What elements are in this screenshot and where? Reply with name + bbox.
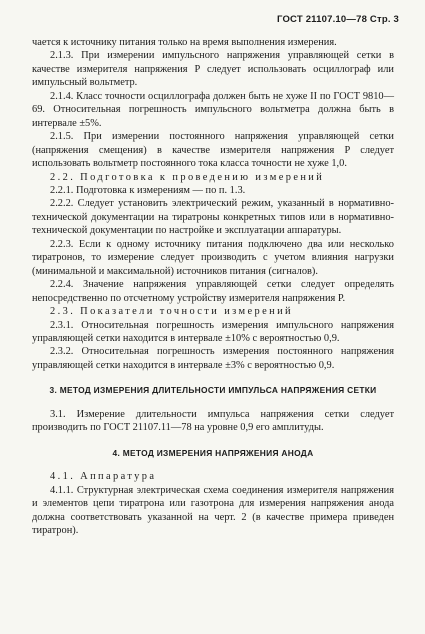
paragraph: 2.3.2. Относительная погрешность измерения постоянного напряжения управляющей сетки находится в интервале ±3% с вероятностью 0,9. (32, 346, 394, 371)
paragraph: 2.2.1. Подготовка к измерениям — по п. 1.3. (50, 184, 246, 196)
paragraph: 2.2.2. Следует установить электрический режим, указанный в нормативно-технической документации на тиратроны конкретных типов или в нормативно-технической документации по настройке и эксплуатации аппаратуры. (32, 198, 394, 237)
subsection-heading: 2.3. Показатели точности измерений (50, 306, 294, 318)
page-header: ГОСТ 21107.10—78 Стр. 3 (276, 14, 399, 25)
paragraph: 2.1.3. При измерении импульсного напряжения управляющей сетки в качестве измерителя напряжения P следует использовать осциллограф или импульсный вольтметр. (32, 50, 394, 89)
paragraph: 2.2.3. Если к одному источнику питания подключено два или несколько тиратронов, то измерение следует производить с учетом влияния нагрузки (минимальной и максимальной) источников питания (сигналов). (32, 238, 394, 277)
section-heading: 4. МЕТОД ИЗМЕРЕНИЯ НАПРЯЖЕНИЯ АНОДА (112, 447, 314, 458)
document-body (32, 36, 394, 537)
paragraph: 3.1. Измерение длительности импульса напряжения сетки следует производить по ГОСТ 21107.11—78 на уровне 0,9 его амплитуды. (32, 408, 394, 434)
paragraph: 4.1.1. Структурная электрическая схема соединения измерителя напряжения и элементов цепи тиратрона или газотрона для измерения напряжения анода должна соответствовать указанной на черт. 2 (в качестве примера приведен тиратрон). (32, 484, 394, 536)
paragraph: 2.1.4. Класс точности осциллографа должен быть не хуже II по ГОСТ 9810—69. Относительная погрешность импульсного вольтметра должна быть в интервале ±5%. (32, 90, 394, 129)
paragraph: 2.3.1. Относительная погрешность измерения импульсного напряжения управляющей сетки находится в интервале ±10% с вероятностью 0,9. (32, 319, 394, 344)
paragraph: 2.2.4. Значение напряжения управляющей сетки следует определять непосредственно по отсчетному устройству измерителя напряжения P. (32, 279, 394, 304)
subsection-heading: 2.2. Подготовка к проведению измерений (50, 171, 325, 183)
subsection-heading: 4.1. Аппаратура (50, 471, 157, 483)
paragraph: 2.1.5. При измерении постоянного напряжения управляющей сетки (напряжения смещения) в качестве измерителя напряжения P следует использовать вольтметр постоянного тока класса точности не хуже 1,0. (32, 131, 394, 170)
section-heading: 3. МЕТОД ИЗМЕРЕНИЯ ДЛИТЕЛЬНОСТИ ИМПУЛЬСА НАПРЯЖЕНИЯ СЕТКИ (49, 385, 377, 396)
paragraph: чается к источнику питания только на время выполнения измерения. (32, 37, 337, 48)
